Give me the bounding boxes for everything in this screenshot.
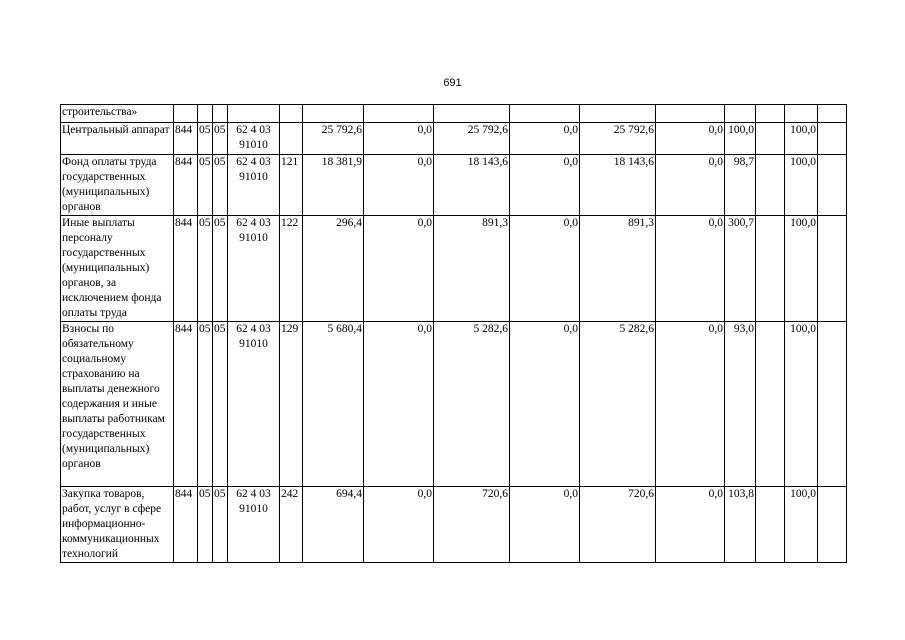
value-cell-5: 25 792,6	[580, 123, 656, 155]
value-cell-8	[756, 155, 785, 216]
value-cell-4: 0,0	[510, 155, 580, 216]
percent-cell-1: 98,7	[725, 155, 756, 216]
value-cell-10	[818, 155, 847, 216]
value-cell-6: 0,0	[656, 123, 725, 155]
target-article-cell: 62 4 03 91010	[228, 487, 280, 563]
value-cell-3: 720,6	[434, 487, 510, 563]
table-row	[61, 155, 847, 216]
percent-cell-2: 100,0	[785, 155, 818, 216]
target-article-cell: 62 4 03 91010	[228, 216, 280, 322]
value-cell-2: 0,0	[364, 216, 434, 322]
value-cell-1: 18 381,9	[303, 155, 364, 216]
value-cell-8	[756, 487, 785, 563]
target-article-cell: 62 4 03 91010	[228, 123, 280, 155]
value-cell-6: 0,0	[656, 487, 725, 563]
value-cell-5: 891,3	[580, 216, 656, 322]
value-cell-5: 5 282,6	[580, 322, 656, 487]
row-name-cell: строительства»	[61, 105, 174, 123]
subsection-code-cell: 05	[213, 123, 228, 155]
expense-type-cell: 122	[280, 216, 303, 322]
adm-code-cell: 844	[174, 487, 198, 563]
value-cell-1: 5 680,4	[303, 322, 364, 487]
adm-code-cell: 844	[174, 155, 198, 216]
section-code-cell: 05	[198, 123, 213, 155]
expense-type-cell	[280, 123, 303, 155]
percent-cell-2: 100,0	[785, 216, 818, 322]
adm-code-cell: 844	[174, 123, 198, 155]
subsection-code-cell: 05	[213, 487, 228, 563]
value-cell-10	[818, 123, 847, 155]
value-cell-3: 18 143,6	[434, 155, 510, 216]
value-cell-3: 891,3	[434, 216, 510, 322]
value-cell-4: 0,0	[510, 216, 580, 322]
target-article-cell: 62 4 03 91010	[228, 155, 280, 216]
value-cell-8	[756, 216, 785, 322]
value-cell-2: 0,0	[364, 123, 434, 155]
subsection-code-cell: 05	[213, 216, 228, 322]
table-row-fragment	[61, 105, 847, 123]
value-cell-3: 5 282,6	[434, 322, 510, 487]
value-cell-2: 0,0	[364, 155, 434, 216]
value-cell-6: 0,0	[656, 155, 725, 216]
value-cell-1: 694,4	[303, 487, 364, 563]
value-cell-6: 0,0	[656, 216, 725, 322]
percent-cell-2: 100,0	[785, 322, 818, 487]
row-name-cell: Взносы по обязательному социальному страхованию на выплаты денежного содержания и иные выплаты работникам государственных (муниципальных) органов	[61, 322, 174, 487]
value-cell-6: 0,0	[656, 322, 725, 487]
value-cell-1: 296,4	[303, 216, 364, 322]
value-cell-8	[756, 322, 785, 487]
budget-table-body	[61, 105, 847, 563]
value-cell-8	[756, 123, 785, 155]
percent-cell-1: 300,7	[725, 216, 756, 322]
percent-cell-1: 103,8	[725, 487, 756, 563]
value-cell-2: 0,0	[364, 322, 434, 487]
row-name-cell: Фонд оплаты труда государственных (муниципальных) органов	[61, 155, 174, 216]
subsection-code-cell: 05	[213, 322, 228, 487]
adm-code-cell: 844	[174, 216, 198, 322]
percent-cell-2: 100,0	[785, 123, 818, 155]
table-row	[61, 487, 847, 563]
expense-type-cell: 129	[280, 322, 303, 487]
table-row	[61, 123, 847, 155]
budget-table	[60, 104, 847, 563]
section-code-cell: 05	[198, 216, 213, 322]
value-cell-4: 0,0	[510, 322, 580, 487]
section-code-cell: 05	[198, 322, 213, 487]
row-name-cell: Центральный аппарат	[61, 123, 174, 155]
value-cell-2: 0,0	[364, 487, 434, 563]
row-name-cell: Закупка товаров, работ, услуг в сфере информационно-коммуникационных технологий	[61, 487, 174, 563]
page-number: 691	[443, 77, 462, 89]
value-cell-10	[818, 322, 847, 487]
table-row	[61, 216, 847, 322]
value-cell-5: 18 143,6	[580, 155, 656, 216]
value-cell-4: 0,0	[510, 487, 580, 563]
value-cell-5: 720,6	[580, 487, 656, 563]
percent-cell-1: 100,0	[725, 123, 756, 155]
target-article-cell: 62 4 03 91010	[228, 322, 280, 487]
value-cell-4: 0,0	[510, 123, 580, 155]
row-name-cell: Иные выплаты персоналу государственных (муниципальных) органов, за исключением фонда оплаты труда	[61, 216, 174, 322]
percent-cell-2: 100,0	[785, 487, 818, 563]
value-cell-1: 25 792,6	[303, 123, 364, 155]
section-code-cell: 05	[198, 487, 213, 563]
table-row	[61, 322, 847, 487]
expense-type-cell: 242	[280, 487, 303, 563]
value-cell-10	[818, 216, 847, 322]
percent-cell-1: 93,0	[725, 322, 756, 487]
adm-code-cell: 844	[174, 322, 198, 487]
expense-type-cell: 121	[280, 155, 303, 216]
value-cell-3: 25 792,6	[434, 123, 510, 155]
section-code-cell: 05	[198, 155, 213, 216]
value-cell-10	[818, 487, 847, 563]
subsection-code-cell: 05	[213, 155, 228, 216]
